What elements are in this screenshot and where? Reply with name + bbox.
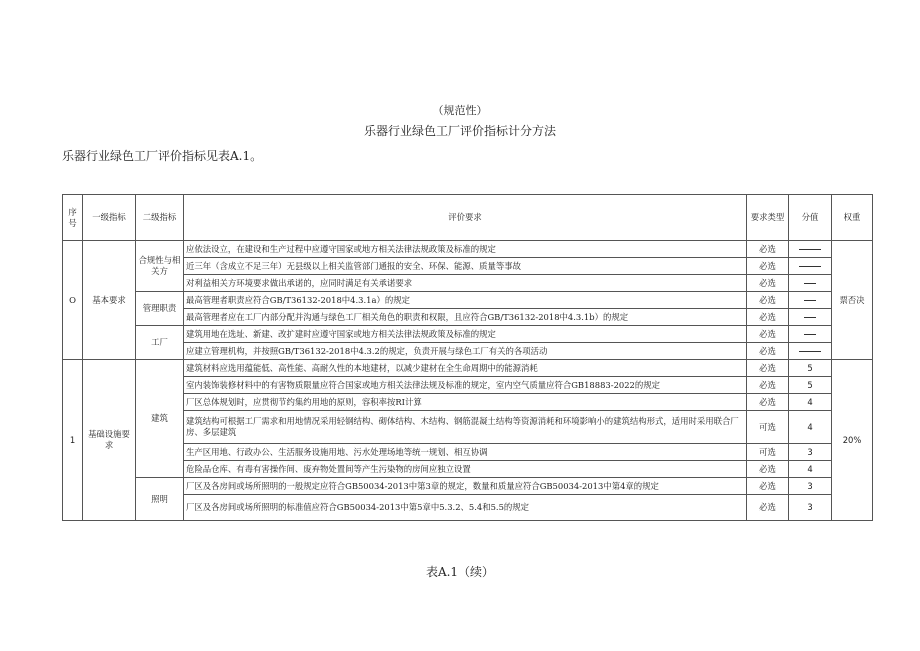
type-cell: 必选	[747, 309, 789, 326]
type-cell: 必选	[747, 377, 789, 394]
table-row	[63, 360, 873, 377]
dash-mark	[804, 317, 816, 318]
score-cell: 4	[789, 411, 832, 444]
requirement-cell: 最高管理者职责应符合GB/T36132-2018中4.3.1a）的规定	[184, 292, 747, 309]
header-weight: 权重	[832, 195, 873, 241]
type-cell: 必选	[747, 258, 789, 275]
requirement-cell: 厂区总体规划时，应贯彻节约集约用地的原则，容积率按RI计算	[184, 394, 747, 411]
table-row	[63, 343, 873, 360]
level2-cell: 合规性与相关方	[136, 241, 184, 292]
table-row	[63, 495, 873, 521]
type-cell: 必选	[747, 326, 789, 343]
table-caption: 表A.1（续）	[425, 565, 495, 579]
level1-cell: 基本要求	[83, 241, 136, 360]
requirement-cell: 对利益相关方环境要求做出承诺的，应同时满足有关承诺要求	[184, 275, 747, 292]
type-cell: 可选	[747, 411, 789, 444]
dash-mark	[799, 351, 821, 352]
requirement-cell: 建筑结构可根据工厂需求和用地情况采用轻钢结构、砌体结构、木结构、钢筋混凝土结构等资源消耗和环境影响小的建筑结构形式，适用时采用联合厂房、多层建筑	[184, 411, 747, 444]
type-cell: 必选	[747, 461, 789, 478]
seq-cell: 1	[63, 360, 83, 521]
score-cell	[789, 258, 832, 275]
score-cell	[789, 343, 832, 360]
header-type: 要求类型	[747, 195, 789, 241]
type-cell: 必选	[747, 495, 789, 521]
table-row	[63, 461, 873, 478]
type-cell: 必选	[747, 343, 789, 360]
score-cell	[789, 309, 832, 326]
score-cell: 3	[789, 478, 832, 495]
requirement-cell: 建筑材料应选用蕴能低、高性能、高耐久性的本地建材，以减少建材在全生命周期中的能源消耗	[184, 360, 747, 377]
level2-cell: 工厂	[136, 326, 184, 360]
score-cell: 4	[789, 394, 832, 411]
requirement-cell: 危险品仓库、有毒有害操作间、废弃物处置间等产生污染物的房间应独立设置	[184, 461, 747, 478]
table-row	[63, 377, 873, 394]
score-cell	[789, 241, 832, 258]
dash-mark	[804, 334, 816, 335]
table-row	[63, 478, 873, 495]
weight-cell: 票否决	[832, 241, 873, 360]
score-cell	[789, 275, 832, 292]
requirement-cell: 建筑用地在选址、新建、改扩建时应遵守国家或地方相关法律法规政策及标准的规定	[184, 326, 747, 343]
requirement-cell: 最高管理者应在工厂内部分配并沟通与绿色工厂相关角色的职责和权限，且应符合GB/T36132-2018中4.3.1b）的规定	[184, 309, 747, 326]
type-cell: 必选	[747, 241, 789, 258]
requirement-cell: 厂区及各房间或场所照明的一般规定应符合GB50034-2013中第3章的规定，数量和质量应符合GB50034-2013中第4章的规定	[184, 478, 747, 495]
table-row	[63, 444, 873, 461]
score-cell	[789, 326, 832, 343]
table-row	[63, 411, 873, 444]
requirement-cell: 生产区用地、行政办公、生活服务设施用地、污水处理场地等统一规划、相互协调	[184, 444, 747, 461]
document-title: 乐器行业绿色工厂评价指标计分方法	[363, 124, 556, 138]
table-row	[63, 394, 873, 411]
type-cell: 可选	[747, 444, 789, 461]
score-cell: 3	[789, 444, 832, 461]
level2-cell: 管理职责	[136, 292, 184, 326]
header-level1: 一级指标	[83, 195, 136, 241]
table-row	[63, 241, 873, 258]
requirement-cell: 厂区及各房间或场所照明的标准值应符合GB50034-2013中第5章中5.3.2、5.4和5.5的规定	[184, 495, 747, 521]
header-seq: 序号	[63, 195, 83, 241]
table-row	[63, 292, 873, 309]
requirement-cell: 近三年（含成立不足三年）无县级以上相关监管部门通报的安全、环保、能源、质量等事故	[184, 258, 747, 275]
dash-mark	[799, 249, 821, 250]
level1-cell: 基础设施要求	[83, 360, 136, 521]
dash-mark	[799, 266, 821, 267]
requirement-cell: 应依法设立，在建设和生产过程中应遵守国家或地方相关法律法规政策及标准的规定	[184, 241, 747, 258]
type-cell: 必选	[747, 275, 789, 292]
weight-cell: 20%	[832, 360, 873, 521]
table-row	[63, 275, 873, 292]
header-requirement: 评价要求	[184, 195, 747, 241]
score-cell	[789, 292, 832, 309]
level2-cell: 建筑	[136, 360, 184, 478]
table-row	[63, 326, 873, 343]
indicator-table	[62, 194, 873, 521]
type-cell: 必选	[747, 292, 789, 309]
requirement-cell: 室内装饰装修材料中的有害物质限量应符合国家或地方相关法律法规及标准的规定，室内空气质量应符合GB18883-2022的规定	[184, 377, 747, 394]
score-cell: 5	[789, 360, 832, 377]
score-cell: 4	[789, 461, 832, 478]
level2-cell: 照明	[136, 478, 184, 521]
intro-text: 乐器行业绿色工厂评价指标见表A.1。	[62, 149, 263, 163]
document-subtitle: （规范性）	[432, 104, 488, 117]
type-cell: 必选	[747, 478, 789, 495]
table-row	[63, 309, 873, 326]
dash-mark	[804, 283, 816, 284]
dash-mark	[804, 300, 816, 301]
header-level2: 二级指标	[136, 195, 184, 241]
seq-cell: O	[63, 241, 83, 360]
score-cell: 5	[789, 377, 832, 394]
type-cell: 必选	[747, 360, 789, 377]
header-score: 分值	[789, 195, 832, 241]
requirement-cell: 应建立管理机构，并按照GB/T36132-2018中4.3.2的规定，负责开展与绿色工厂有关的各项活动	[184, 343, 747, 360]
table-row	[63, 258, 873, 275]
type-cell: 必选	[747, 394, 789, 411]
score-cell: 3	[789, 495, 832, 521]
